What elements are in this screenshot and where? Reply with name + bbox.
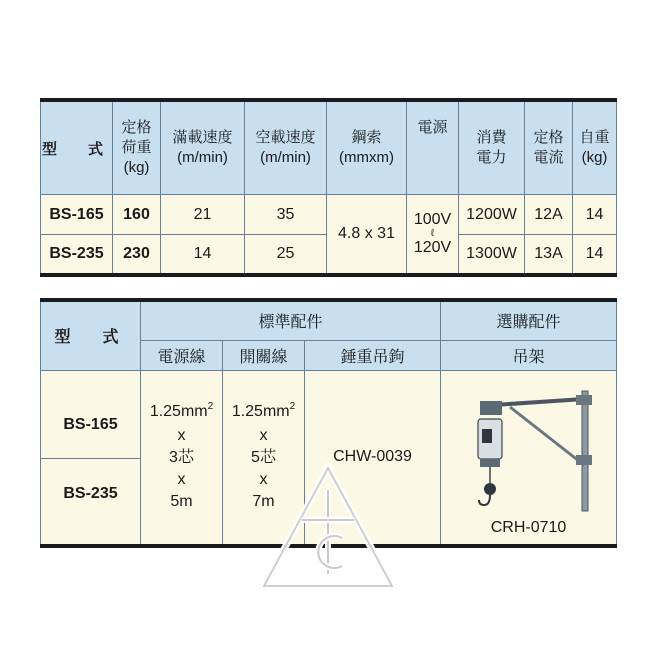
spec-table — [40, 98, 617, 277]
header-text: (kg) — [123, 159, 150, 176]
header-power-cord: 電源線 — [141, 340, 223, 370]
spec-text: 5芯 — [251, 449, 276, 467]
header-text: 自重 — [579, 129, 610, 146]
spec-header-row — [41, 100, 617, 195]
header-weight — [573, 100, 617, 195]
empty-speed-cell: 25 — [245, 235, 327, 275]
header-text: 空載速度 — [255, 129, 316, 146]
consumption-cell: 1200W — [459, 195, 525, 235]
full-speed-cell: 21 — [161, 195, 245, 235]
header-text: (m/min) — [177, 149, 228, 166]
superscript: 2 — [207, 401, 214, 413]
header-text: 定格 — [121, 119, 152, 136]
superscript: 2 — [289, 401, 296, 413]
header-text: (mmxm) — [339, 149, 394, 166]
accessories-table — [40, 298, 617, 548]
header-empty-speed — [245, 100, 327, 195]
weight-cell: 14 — [573, 235, 617, 275]
header-model: 型 式 — [41, 100, 113, 195]
frame-cell — [441, 370, 617, 546]
power-cord-cell — [141, 370, 223, 546]
model-cell: BS-235 — [41, 458, 141, 546]
header-text: 滿載速度 — [172, 129, 233, 146]
spec-text: x — [177, 427, 186, 445]
header-text: 荷重 — [121, 139, 152, 156]
power-bottom: 120V — [413, 238, 452, 256]
header-power: 電源 — [407, 100, 459, 195]
table-row — [41, 195, 617, 235]
header-standard: 標準配件 — [141, 300, 441, 340]
header-full-speed — [161, 100, 245, 195]
current-cell: 12A — [525, 195, 573, 235]
frame-code: CRH-0710 — [490, 518, 567, 536]
header-switch-cord: 開關線 — [223, 340, 305, 370]
header-model: 型 式 — [41, 300, 141, 370]
model-cell: BS-165 — [41, 370, 141, 458]
accessories-header-row — [41, 300, 617, 340]
spec-text: x — [259, 471, 268, 489]
header-text: 鋼索 — [351, 129, 382, 146]
header-text: (m/min) — [260, 149, 311, 166]
spec-text: 1.25mm — [231, 403, 290, 421]
consumption-cell: 1300W — [459, 235, 525, 275]
spec-text: x — [177, 471, 186, 489]
spec-text: 1.25mm — [149, 403, 208, 421]
switch-cord-cell — [223, 370, 305, 546]
header-cable — [327, 100, 407, 195]
spec-text: 3芯 — [169, 449, 194, 467]
load-cell: 160 — [113, 195, 161, 235]
switch-cord-size — [232, 401, 295, 425]
header-optional: 選購配件 — [441, 300, 617, 340]
power-cord-size — [150, 401, 213, 425]
header-text: 定格 — [533, 129, 564, 146]
header-text: (kg) — [581, 149, 608, 166]
model-cell: BS-235 — [41, 235, 113, 275]
current-cell: 13A — [525, 235, 573, 275]
empty-speed-cell: 35 — [245, 195, 327, 235]
model-cell: BS-165 — [41, 195, 113, 235]
spec-text: 7m — [252, 493, 275, 511]
header-text: 電流 — [533, 149, 564, 166]
power-tilde: ℓ — [430, 227, 435, 239]
spec-text: x — [259, 427, 268, 445]
load-cell: 230 — [113, 235, 161, 275]
header-rated-load — [113, 100, 161, 195]
power-top: 100V — [413, 210, 452, 228]
header-current — [525, 100, 573, 195]
hoist-frame-illustration — [454, 385, 604, 525]
spec-text: 5m — [170, 493, 193, 511]
full-speed-cell: 14 — [161, 235, 245, 275]
header-frame: 吊架 — [441, 340, 617, 370]
hook-cell: CHW-0039 — [305, 370, 441, 546]
cable-cell: 4.8 x 31 — [327, 195, 407, 275]
header-consumption — [459, 100, 525, 195]
table-row — [41, 370, 617, 458]
header-hook: 錘重吊鉤 — [305, 340, 441, 370]
weight-cell: 14 — [573, 195, 617, 235]
header-text: 電力 — [476, 149, 507, 166]
header-text: 消費 — [476, 129, 507, 146]
power-cell — [407, 195, 459, 275]
